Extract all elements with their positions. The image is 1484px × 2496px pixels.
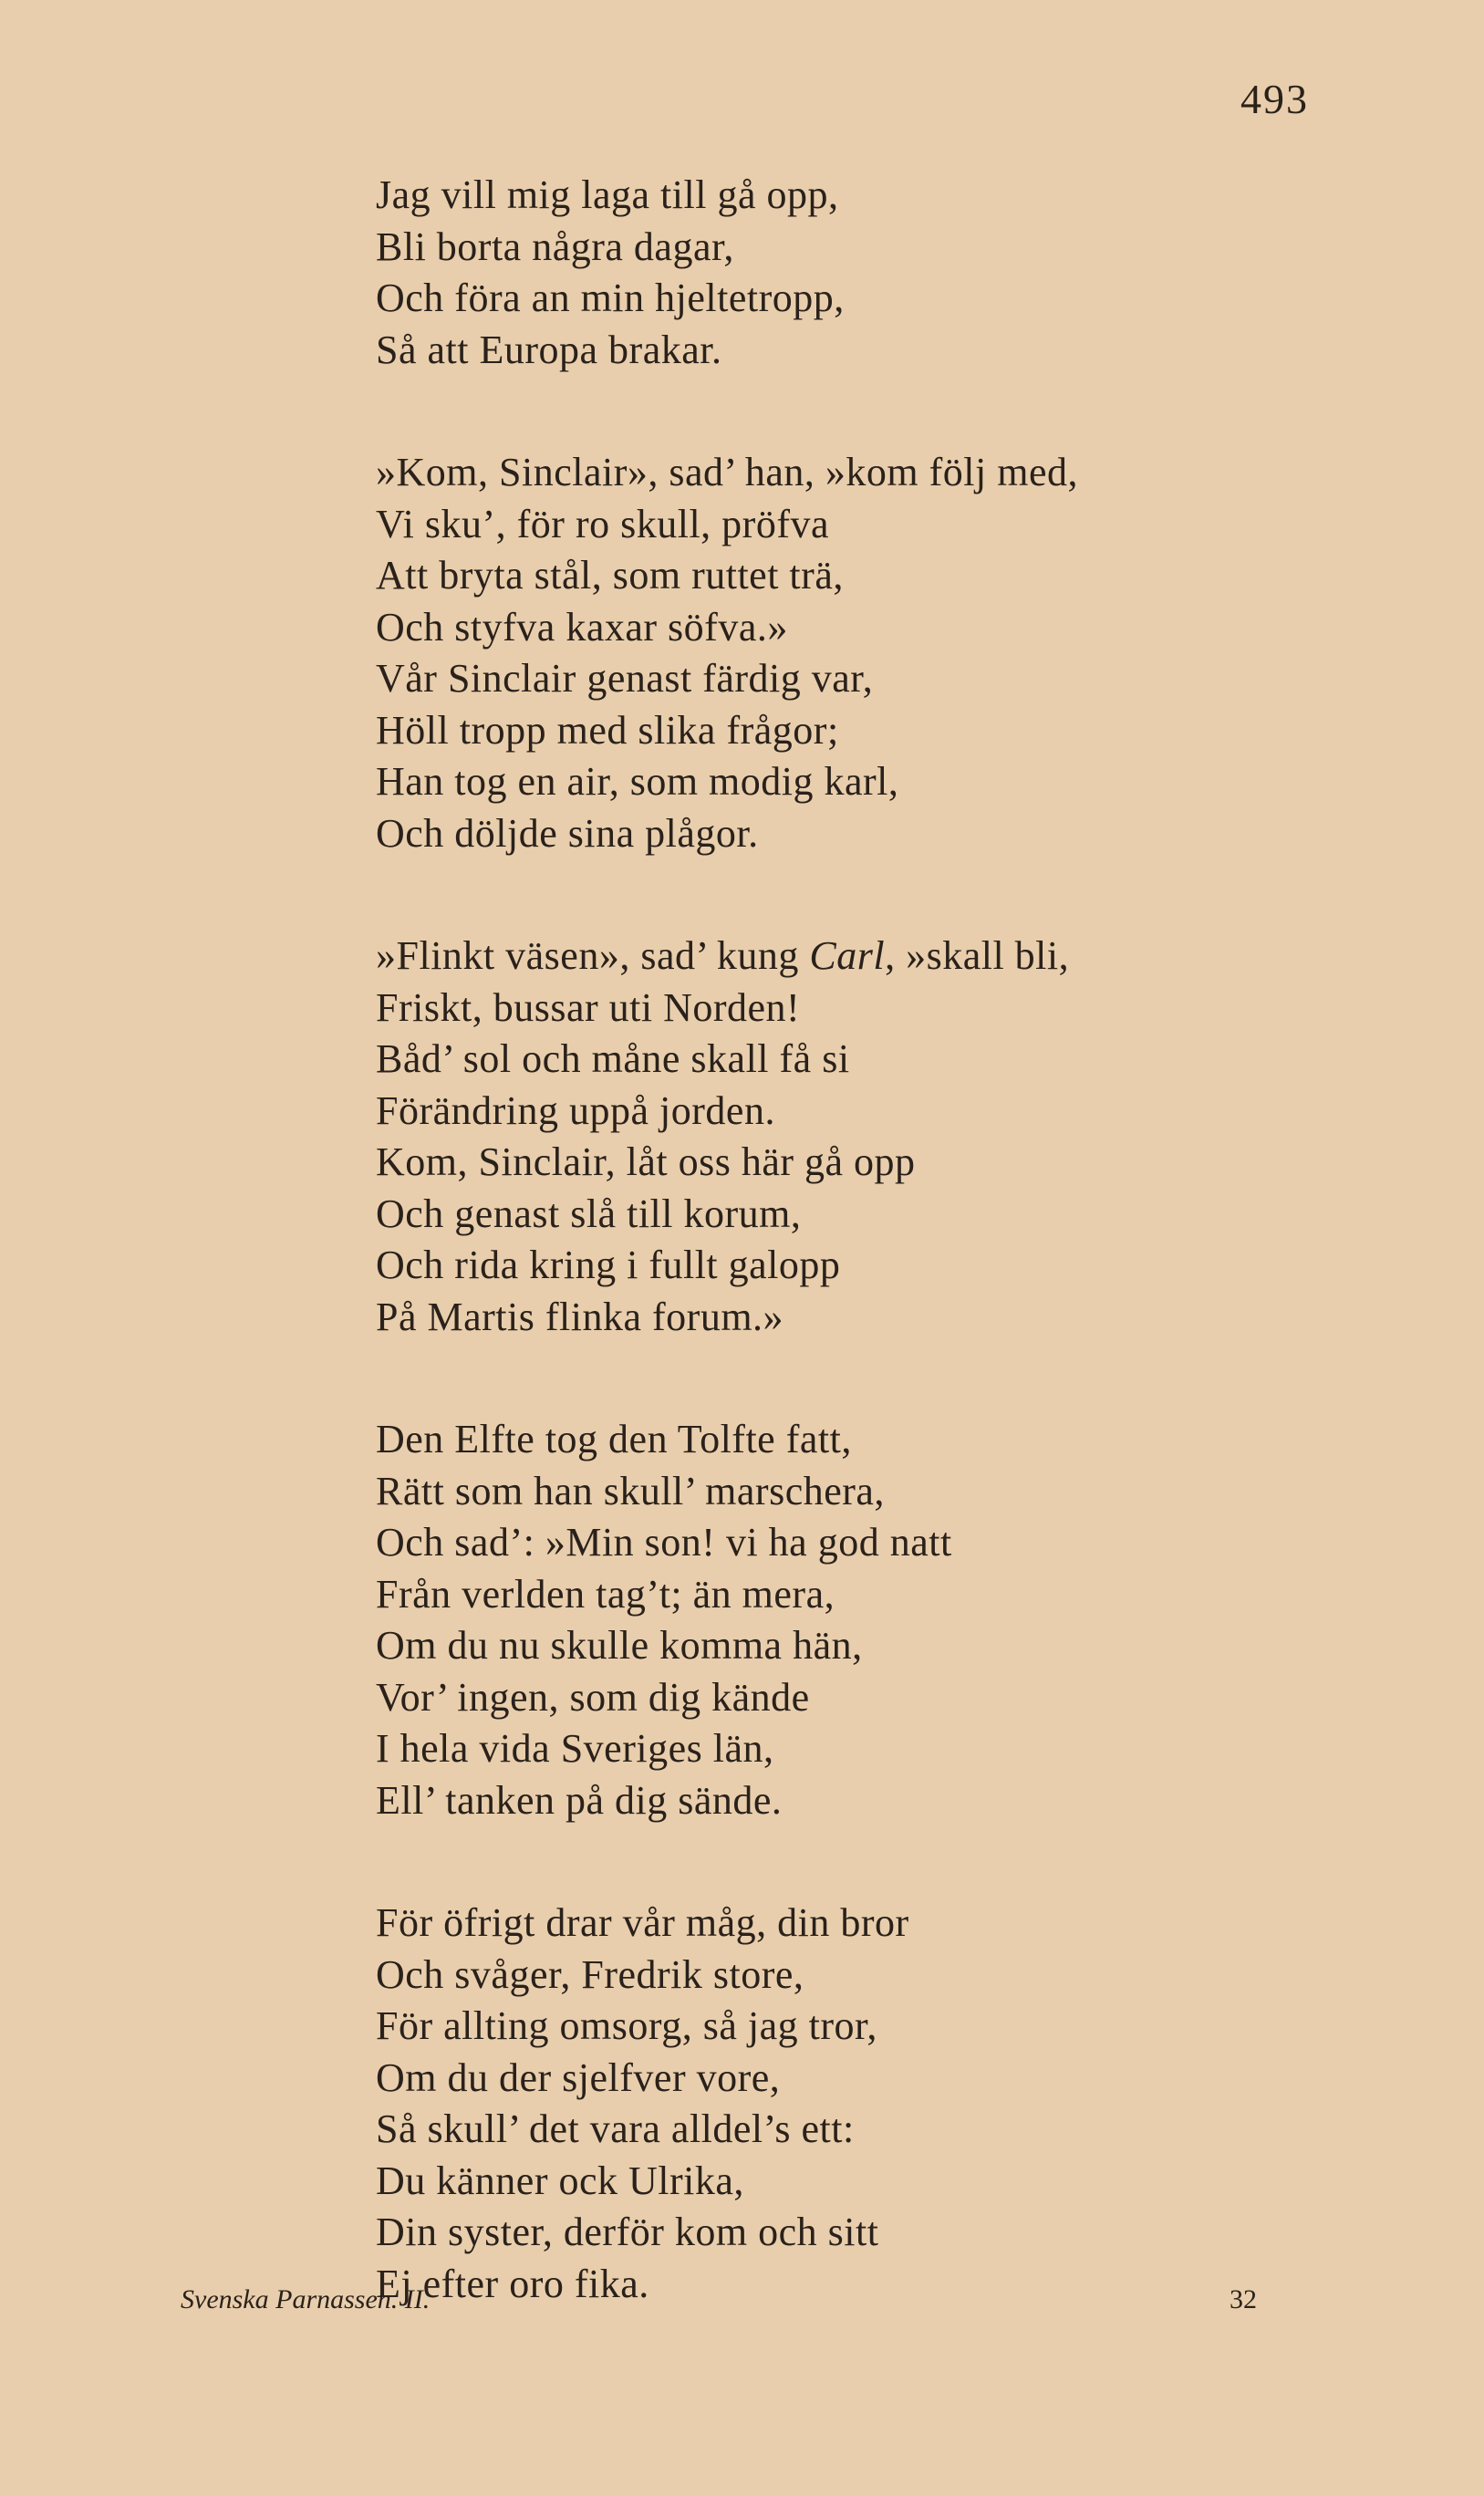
- page-footer: [181, 2284, 1257, 2315]
- poem-line: Och styfva kaxar söfva.»: [376, 604, 788, 650]
- poem-line: Och sad’: »Min son! vi ha god natt: [376, 1520, 952, 1565]
- stanza: [376, 931, 1288, 1343]
- poem-line: Så skull’ det vara alldel’s ett:: [376, 2106, 855, 2151]
- signature-mark: 32: [1230, 2284, 1257, 2314]
- poem-line: Den Elfte tog den Tolfte fatt,: [376, 1417, 852, 1461]
- poem-line: Båd’ sol och måne skall få si: [376, 1036, 850, 1081]
- poem-line: För öfrigt drar vår måg, din bror: [376, 1900, 909, 1945]
- poem-line: Så att Europa brakar.: [376, 327, 722, 372]
- page-number: 493: [1240, 76, 1309, 122]
- poem-line: »Kom, Sinclair», sad’ han, »kom följ med,: [376, 450, 1079, 494]
- poem-line: Kom, Sinclair, låt oss här gå opp: [376, 1139, 916, 1184]
- poem-line: På Martis flinka forum.»: [376, 1294, 784, 1339]
- poem-line: Jag vill mig laga till gå opp,: [376, 172, 839, 217]
- poem-line: Ej efter oro fika.: [376, 2261, 649, 2306]
- poem-line: För allting omsorg, så jag tror,: [376, 2003, 877, 2048]
- poem-line: Vår Sinclair genast färdig var,: [376, 656, 874, 701]
- poem-line: Förändring uppå jorden.: [376, 1087, 775, 1133]
- poem-line: Och rida kring i fullt galopp: [376, 1243, 841, 1287]
- italic-name: Carl: [809, 933, 886, 978]
- poem-line: Ell’ tanken på dig sände.: [376, 1777, 783, 1823]
- poem-line: Höll tropp med slika frågor;: [376, 707, 839, 753]
- poem-line: Vi sku’, för ro skull, pröfva: [376, 501, 829, 546]
- poem-line: Du känner ock Ulrika,: [376, 2158, 744, 2203]
- stanza: [376, 447, 1288, 859]
- poem-line: »Flinkt väsen», sad’ kung Carl, »skall bli,: [376, 933, 1070, 978]
- stanza: [376, 170, 1288, 376]
- poem: [376, 170, 1288, 2381]
- poem-line: Och svåger, Fredrik store,: [376, 1951, 804, 1997]
- poem-line: Att bryta stål, som ruttet trä,: [376, 553, 844, 598]
- poem-line: Rätt som han skull’ marschera,: [376, 1468, 885, 1513]
- poem-line: Din syster, derför kom och sitt: [376, 2210, 879, 2254]
- poem-line: Vor’ ingen, som dig kände: [376, 1674, 810, 1720]
- poem-line: Bli borta några dagar,: [376, 224, 734, 269]
- poem-line: I hela vida Sveriges län,: [376, 1726, 774, 1771]
- poem-line: Om du der sjelfver vore,: [376, 2054, 781, 2100]
- poem-line: Friskt, bussar uti Norden!: [376, 984, 801, 1030]
- poem-line: Och föra an min hjeltetropp,: [376, 276, 845, 320]
- poem-line: Om du nu skulle komma hän,: [376, 1623, 863, 1668]
- stanza: [376, 1414, 1288, 1826]
- poem-line: Från verlden tag’t; än mera,: [376, 1571, 835, 1617]
- stanza: [376, 1898, 1288, 2310]
- poem-line: Och döljde sina plågor.: [376, 810, 759, 856]
- poem-line: Han tog en air, som modig karl,: [376, 759, 899, 804]
- footer-title: Svenska Parnassen. II.: [181, 2284, 431, 2314]
- poem-line: Och genast slå till korum,: [376, 1191, 802, 1236]
